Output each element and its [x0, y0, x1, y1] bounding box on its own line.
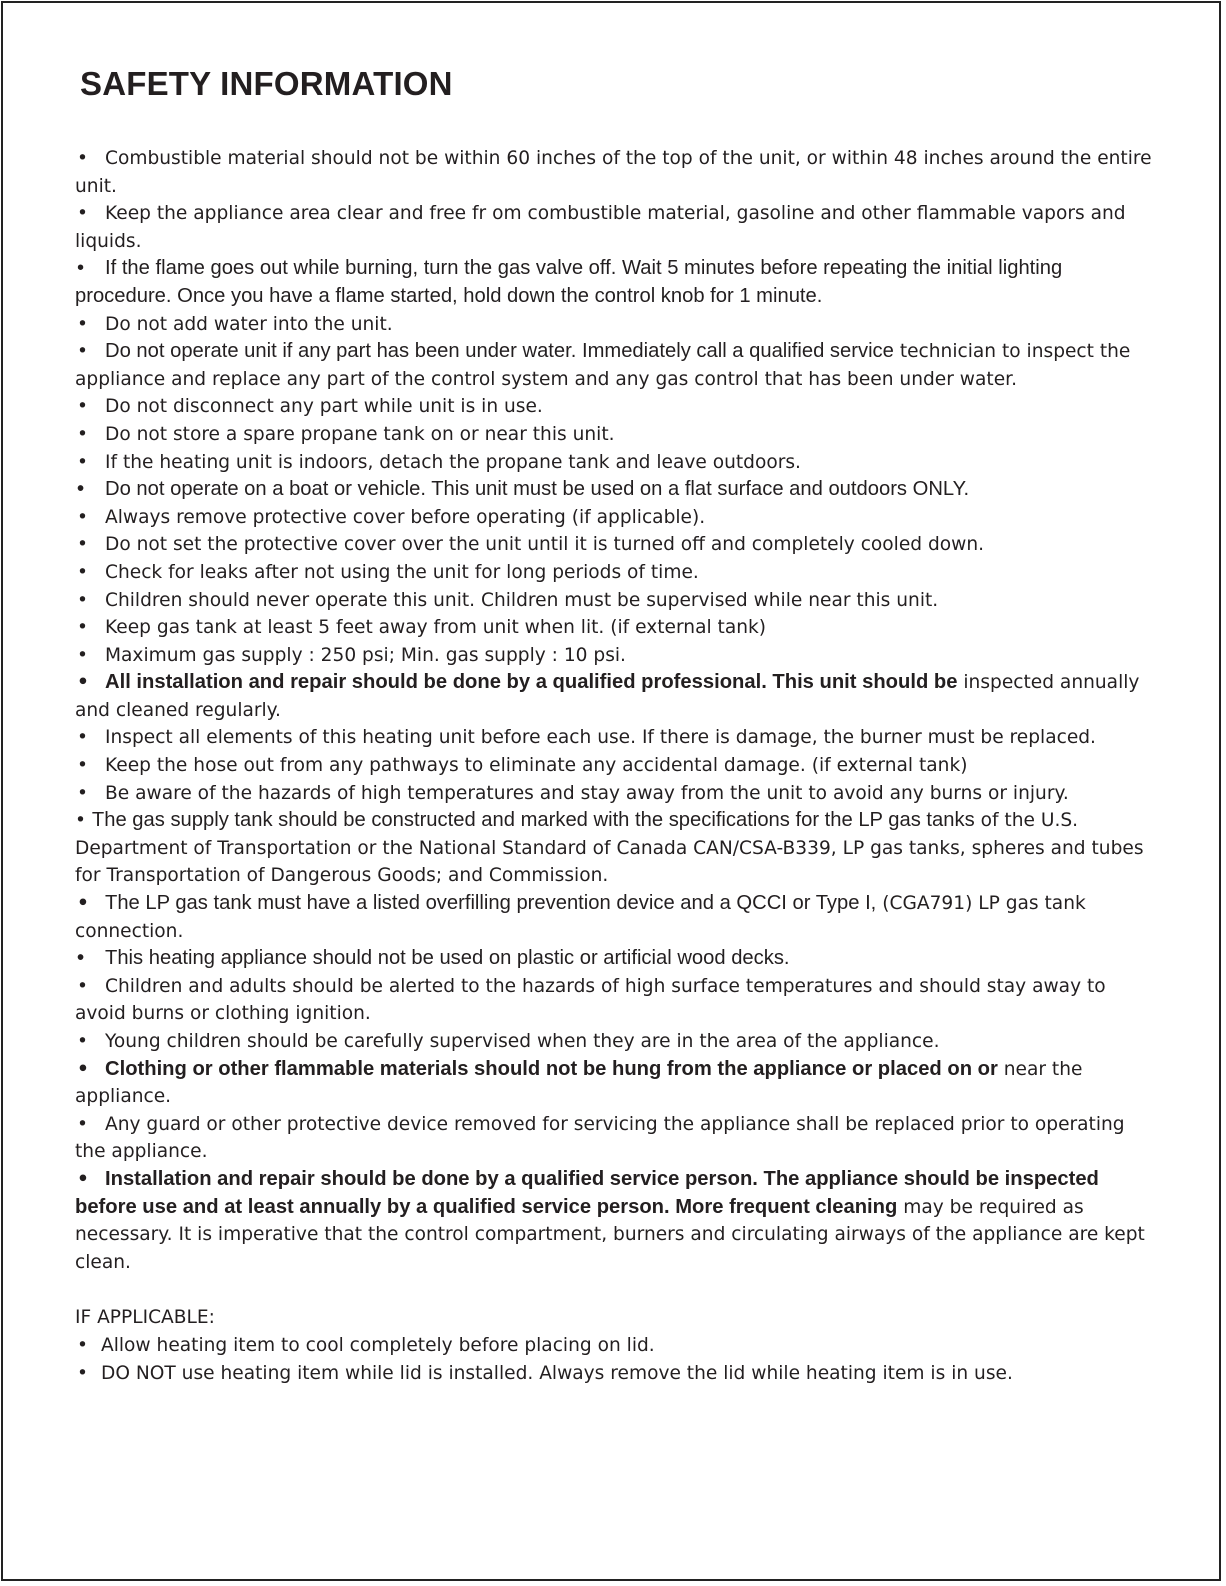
- safety-item-text: Do not store a spare propane tank on or near this unit.: [105, 423, 615, 445]
- bullet: •: [77, 506, 88, 528]
- bullet: •: [77, 727, 88, 749]
- safety-item-18: [75, 752, 1155, 780]
- bullet: •: [77, 589, 88, 611]
- bullet: •: [77, 1058, 89, 1080]
- safety-item-20: [75, 807, 1155, 890]
- safety-item-21: [75, 890, 1155, 945]
- safety-item-text: Do not operate on a boat or vehicle. This unit must be used on a flat surface and outdoors ONLY.: [105, 478, 970, 501]
- safety-item-3: [75, 255, 1155, 310]
- safety-item-lead: Clothing or other flammable materials should not be hung from the appliance or placed on or: [105, 1057, 998, 1080]
- safety-item-14: [75, 614, 1155, 642]
- safety-item-2: [75, 200, 1155, 255]
- safety-item-11: [75, 531, 1155, 559]
- bullet: •: [77, 451, 88, 473]
- bullet: •: [77, 561, 88, 583]
- safety-item-text: Be aware of the hazards of high temperatures and stay away from the unit to avoid any burns or injury.: [105, 782, 1069, 804]
- safety-item-17: [75, 724, 1155, 752]
- bullet: •: [77, 341, 88, 363]
- safety-item-26: [75, 1111, 1155, 1166]
- safety-item-text: Keep the hose out from any pathways to eliminate any accidental damage. (if external tank): [105, 755, 968, 777]
- bullet: •: [77, 203, 88, 225]
- safety-item-8: [75, 449, 1155, 477]
- safety-item-lead: The gas supply tank should be constructed and marked with the specifications for the LP gas tanks: [91, 809, 975, 832]
- lid-item-text: Allow heating item to cool completely before placing on lid.: [101, 1334, 655, 1356]
- page-title: SAFETY INFORMATION: [80, 65, 453, 102]
- safety-item-22: [75, 945, 1155, 973]
- safety-item-5: [75, 338, 1155, 393]
- safety-item-16: [75, 669, 1155, 724]
- bullet: •: [77, 975, 88, 997]
- safety-item-27: [75, 1166, 1155, 1276]
- if-applicable-heading: IF APPLICABLE:: [75, 1307, 215, 1329]
- safety-list: [75, 145, 1155, 1387]
- safety-item-4: [75, 311, 1155, 339]
- lid-item-2: [75, 1360, 1155, 1388]
- bullet: •: [75, 810, 86, 832]
- bullet: •: [77, 782, 88, 804]
- bullet: •: [77, 148, 88, 169]
- bullet: •: [77, 644, 88, 666]
- bullet: •: [77, 893, 89, 915]
- bullet: •: [77, 423, 88, 445]
- safety-item-24: [75, 1028, 1155, 1056]
- safety-item-rest: (CGA791) LP gas tank connection.: [75, 893, 1086, 942]
- safety-item-text: Young children should be carefully supervised when they are in the area of the appliance.: [105, 1031, 940, 1052]
- bullet: •: [77, 617, 88, 639]
- safety-item-text: Keep gas tank at least 5 feet away from unit when lit. (if external tank): [105, 617, 767, 639]
- lid-item-text: DO NOT use heating item while lid is installed. Always remove the lid while heating item is in use.: [101, 1362, 1013, 1384]
- safety-item-12: [75, 559, 1155, 587]
- safety-item-25: [75, 1056, 1155, 1111]
- page-frame: [1, 1, 1221, 1581]
- bullet: •: [77, 396, 88, 418]
- safety-item-lead: The LP gas tank must have a listed overfilling prevention device and a QCCI or Type I,: [105, 892, 877, 915]
- safety-item-text: Check for leaks after not using the unit for long periods of time.: [105, 561, 699, 583]
- bullet: •: [77, 1031, 88, 1052]
- safety-item-9: [75, 476, 1155, 504]
- safety-item-text: Combustible material should not be within 60 inches of the top of the unit, or within 48 inches around the entire unit.: [75, 148, 1152, 197]
- safety-item-text: If the flame goes out while burning, turn the gas valve off. Wait 5 minutes before repeating the initial lighting procedure. Once you have a flame started, hold down the control knob for 1 minute.: [75, 257, 1063, 307]
- bullet: •: [77, 672, 89, 694]
- safety-item-text: Do not add water into the unit.: [105, 313, 393, 335]
- bullet: •: [77, 947, 85, 970]
- safety-item-lead: Installation and repair should be done by a qualified service person. The appliance should be inspected before use and at least annually by a qualified service person. More frequent cleaning: [75, 1167, 1099, 1218]
- safety-item-text: Inspect all elements of this heating unit before each use. If there is damage, the burner must be replaced.: [105, 727, 1096, 749]
- safety-item-rest: inspected annually and cleaned regularly.: [75, 672, 1140, 721]
- safety-item-text: Maximum gas supply : 250 psi; Min. gas supply : 10 psi.: [105, 644, 626, 666]
- bullet: •: [77, 313, 88, 335]
- safety-item-23: [75, 973, 1155, 1028]
- safety-item-text: Always remove protective cover before operating (if applicable).: [105, 506, 706, 528]
- bullet: •: [77, 1168, 89, 1190]
- safety-item-rest: near the appliance.: [75, 1058, 1083, 1108]
- safety-item-1: [75, 145, 1155, 200]
- bullet: •: [77, 755, 88, 777]
- safety-item-lead: Do not operate unit if any part has been under water. Immediately call a qualified service: [105, 340, 894, 363]
- safety-item-text: Any guard or other protective device removed for servicing the appliance shall be replaced prior to operating the appliance.: [75, 1113, 1125, 1163]
- bullet: •: [77, 1362, 88, 1384]
- bullet: •: [77, 1334, 88, 1356]
- safety-item-15: [75, 642, 1155, 670]
- safety-item-19: [75, 780, 1155, 808]
- safety-item-text: Children and adults should be alerted to the hazards of high surface temperatures and should stay away to avoid burns or clothing ignition.: [75, 975, 1106, 1025]
- lid-item-1: [75, 1332, 1155, 1360]
- safety-item-7: [75, 421, 1155, 449]
- safety-item-rest: may be required as necessary. It is imperative that the control compartment, burners and circulating airways of the appliance are kept clean.: [75, 1196, 1145, 1273]
- safety-item-rest: of the U.S. Department of Transportation or the National Standard of Canada CAN/CSA-B339, LP gas tanks, spheres and tubes for Transportation of Dangerous Goods; and Commission.: [75, 810, 1144, 887]
- safety-item-text: Do not set the protective cover over the unit until it is turned off and completely cooled down.: [105, 534, 985, 556]
- bullet: •: [77, 257, 85, 280]
- safety-item-10: [75, 504, 1155, 532]
- safety-item-lead: All installation and repair should be done by a qualified professional. This unit should be: [105, 671, 958, 694]
- safety-item-13: [75, 587, 1155, 615]
- bullet: •: [77, 478, 85, 501]
- bullet: •: [77, 1113, 88, 1135]
- safety-item-rest: technician to inspect the appliance and replace any part of the control system and any gas control that has been under water.: [75, 341, 1131, 390]
- safety-item-6: [75, 393, 1155, 421]
- safety-item-text: This heating appliance should not be used on plastic or artificial wood decks.: [105, 947, 790, 970]
- safety-item-text: Keep the appliance area clear and free fr om combustible material, gasoline and other flammable vapors and liquids.: [75, 203, 1126, 252]
- safety-item-text: Children should never operate this unit. Children must be supervised while near this unit.: [105, 589, 939, 611]
- safety-item-text: If the heating unit is indoors, detach the propane tank and leave outdoors.: [105, 451, 801, 473]
- safety-item-text: Do not disconnect any part while unit is in use.: [105, 396, 543, 418]
- bullet: •: [77, 534, 88, 556]
